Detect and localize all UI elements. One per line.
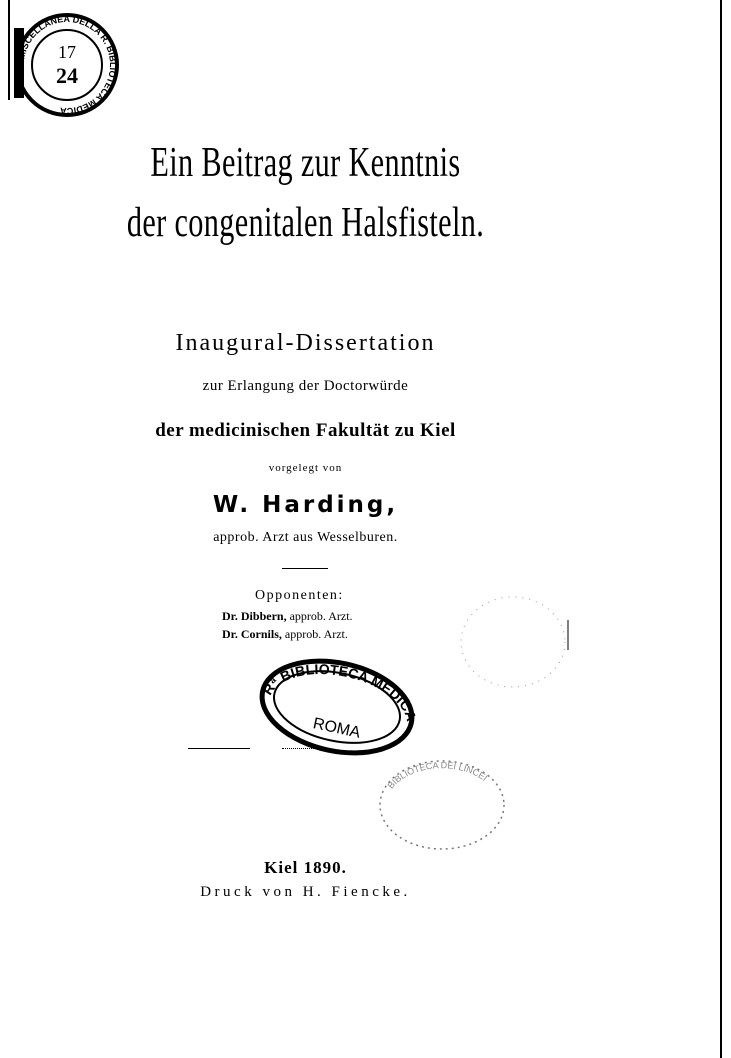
erlangung-line: zur Erlangung der Doctorwürde — [202, 378, 409, 394]
ghost-stamp-upper-right — [458, 590, 573, 695]
library-stamp-top-left — [12, 8, 122, 123]
opponent-1-note: approb. Arzt. — [286, 609, 353, 623]
left-scan-edge — [8, 0, 10, 100]
stamp-mark-1: 17 — [58, 42, 76, 62]
faculty-line: der medicinischen Fakultät zu Kiel — [155, 420, 456, 441]
center-stamp-ring-text: Rª BIBLIOTECA MEDICA — [259, 660, 420, 723]
dissertation-label: Inaugural-Dissertation — [175, 330, 436, 356]
svg-text:Rª BIBLIOTECA MEDICA — [259, 661, 420, 723]
title-line-2: der congenitalen Halsfisteln. — [126, 200, 485, 246]
stamp-ring-text: MISCELLANEA DELLA R. BIBLIOTECA MEDICA — [16, 13, 119, 117]
dash-line-left — [188, 748, 250, 749]
separator-rule — [282, 568, 328, 569]
opponent-2 — [222, 627, 348, 642]
opponent-2-note: approb. Arzt. — [281, 627, 348, 641]
imprint-place-year: Kiel 1890. — [264, 858, 347, 877]
opponent-1 — [222, 609, 353, 624]
title-line-1: Ein Beitrag zur Kenntnis — [150, 140, 461, 186]
opponent-2-name: Dr. Cornils, — [222, 627, 282, 641]
opponents-heading: Opponenten: — [255, 588, 344, 603]
imprint-printer: Druck von H. Fiencke. — [200, 884, 411, 900]
faint-stamp-text: BIBLIOTECA DEI LINCEI — [385, 760, 490, 791]
right-scan-edge — [720, 0, 722, 1058]
author-name: W. Harding, — [212, 492, 399, 518]
svg-text:BIBLIOTECA DEI LINCEI — [386, 760, 490, 791]
dash-line-right — [282, 748, 322, 750]
library-stamp-center — [255, 655, 420, 760]
presented-by: vorgelegt von — [268, 462, 343, 474]
author-credentials: approb. Arzt aus Wesselburen. — [213, 530, 398, 545]
stamp-mark-2: 24 — [56, 63, 78, 88]
center-stamp-inner: ROMA — [311, 715, 362, 742]
faint-stamp-right — [375, 755, 510, 855]
opponent-1-name: Dr. Dibbern, — [222, 609, 287, 623]
